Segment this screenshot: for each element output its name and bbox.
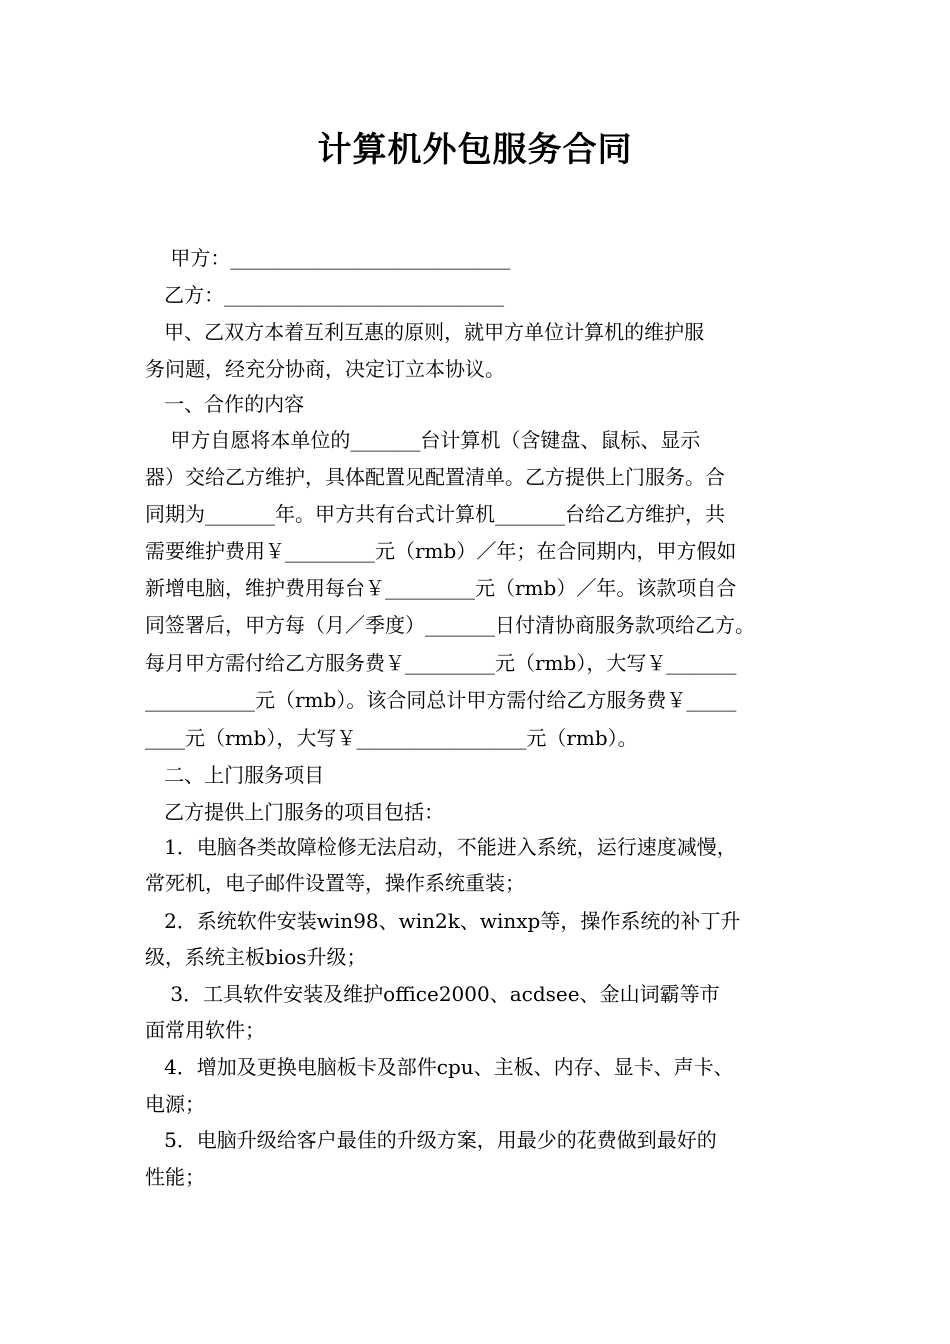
list-item-line: 性能； — [145, 1165, 205, 1189]
paragraph-line: ____元（rmb），大写￥_________________元（rmb）。 — [145, 726, 638, 750]
party-a-line: 甲方：____________________________ — [145, 246, 511, 270]
paragraph-line: 甲方自愿将本单位的_______台计算机（含键盘、鼠标、显示 — [145, 428, 701, 452]
list-item-line: 电源； — [145, 1092, 205, 1116]
list-item-line: 面常用软件； — [145, 1018, 265, 1042]
list-item-line: 3．工具软件安装及维护office2000、acdsee、金山词霸等市 — [145, 982, 720, 1006]
section-heading: 二、上门服务项目 — [145, 763, 325, 787]
paragraph-line: 务问题，经充分协商，决定订立本协议。 — [145, 357, 505, 381]
paragraph-line: 甲、乙双方本着互利互惠的原则，就甲方单位计算机的维护服 — [145, 320, 705, 344]
section-heading: 一、合作的内容 — [145, 392, 305, 416]
list-item-line: 2．系统软件安装win98、win2k、winxp等，操作系统的补丁升 — [145, 909, 741, 933]
paragraph-line: 器）交给乙方维护，具体配置见配置清单。乙方提供上门服务。合 — [145, 465, 725, 489]
document-title: 计算机外包服务合同 — [317, 130, 633, 170]
paragraph-line: 新增电脑，维护费用每台￥_________元（rmb）／年。该款项自合 — [145, 576, 737, 600]
paragraph-line: ___________元（rmb）。该合同总计甲方需付给乙方服务费￥_____ — [145, 688, 737, 712]
list-item-line: 4．增加及更换电脑板卡及部件cpu、主板、内存、显卡、声卡、 — [145, 1055, 734, 1079]
paragraph-line: 每月甲方需付给乙方服务费￥_________元（rmb），大写￥_______ — [145, 651, 737, 675]
paragraph-line: 乙方提供上门服务的项目包括： — [145, 800, 445, 824]
list-item-line: 1．电脑各类故障检修无法启动，不能进入系统，运行速度减慢， — [145, 835, 737, 859]
paragraph-line: 同签署后，甲方每（月／季度）_______日付清协商服务款项给乙方。 — [145, 613, 755, 637]
list-item-line: 常死机，电子邮件设置等，操作系统重装； — [145, 871, 525, 895]
paragraph-line: 同期为_______年。甲方共有台式计算机_______台给乙方维护，共 — [145, 502, 725, 526]
party-b-line: 乙方：____________________________ — [145, 283, 505, 307]
list-item-line: 级，系统主板bios升级； — [145, 945, 367, 969]
paragraph-line: 需要维护费用￥_________元（rmb）／年；在合同期内，甲方假如 — [145, 539, 737, 563]
list-item-line: 5．电脑升级给客户最佳的升级方案，用最少的花费做到最好的 — [145, 1128, 717, 1152]
